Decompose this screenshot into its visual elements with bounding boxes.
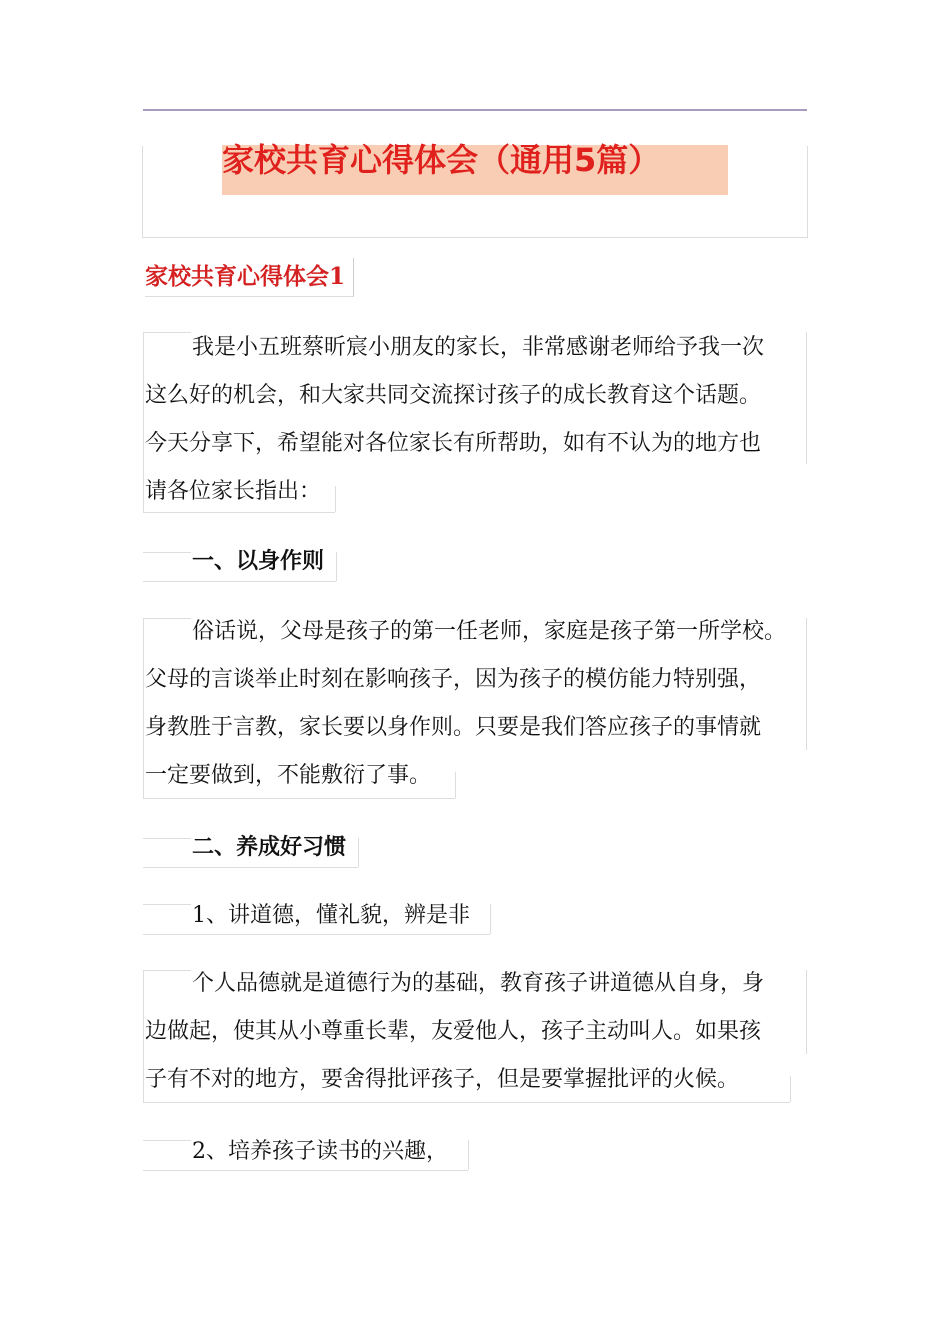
paragraph-2-line-2: 边做起，使其从小尊重长辈，友爱他人，孩子主动叫人。如果孩 [145, 1019, 762, 1044]
document-title: 家校共育心得体会（通用5篇） [222, 141, 661, 179]
paragraph-2-line-3: 子有不对的地方，要舍得批评孩子，但是要掌握批评的火候。 [145, 1067, 740, 1092]
paragraph-1-line-3: 身教胜于言教，家长要以身作则。只要是我们答应孩子的事情就 [145, 715, 762, 740]
paragraph-1-line-1: 俗话说，父母是孩子的第一任老师，家庭是孩子第一所学校。 [192, 619, 787, 644]
item-2: 2、培养孩子读书的兴趣， [192, 1139, 448, 1164]
heading-2: 二、养成好习惯 [192, 835, 347, 860]
section-title: 家校共育心得体会1 [145, 258, 354, 297]
heading-1: 一、以身作则 [192, 549, 325, 574]
paragraph-2-line-1: 个人品德就是道德行为的基础，教育孩子讲道德从自身，身 [192, 971, 765, 996]
paragraph-1-line-2: 父母的言谈举止时刻在影响孩子，因为孩子的模仿能力特别强， [145, 667, 762, 692]
top-rule [143, 109, 807, 111]
intro-line-2: 这么好的机会，和大家共同交流探讨孩子的成长教育这个话题。 [145, 383, 762, 408]
item-1: 1、讲道德，懂礼貌，辨是非 [192, 903, 470, 928]
intro-line-4: 请各位家长指出： [145, 479, 322, 504]
intro-line-1: 我是小五班蔡昕宸小朋友的家长，非常感谢老师给予我一次 [192, 335, 765, 360]
paragraph-1-line-4: 一定要做到，不能敷衍了事。 [145, 763, 432, 788]
intro-line-3: 今天分享下，希望能对各位家长有所帮助，如有不认为的地方也 [145, 431, 762, 456]
